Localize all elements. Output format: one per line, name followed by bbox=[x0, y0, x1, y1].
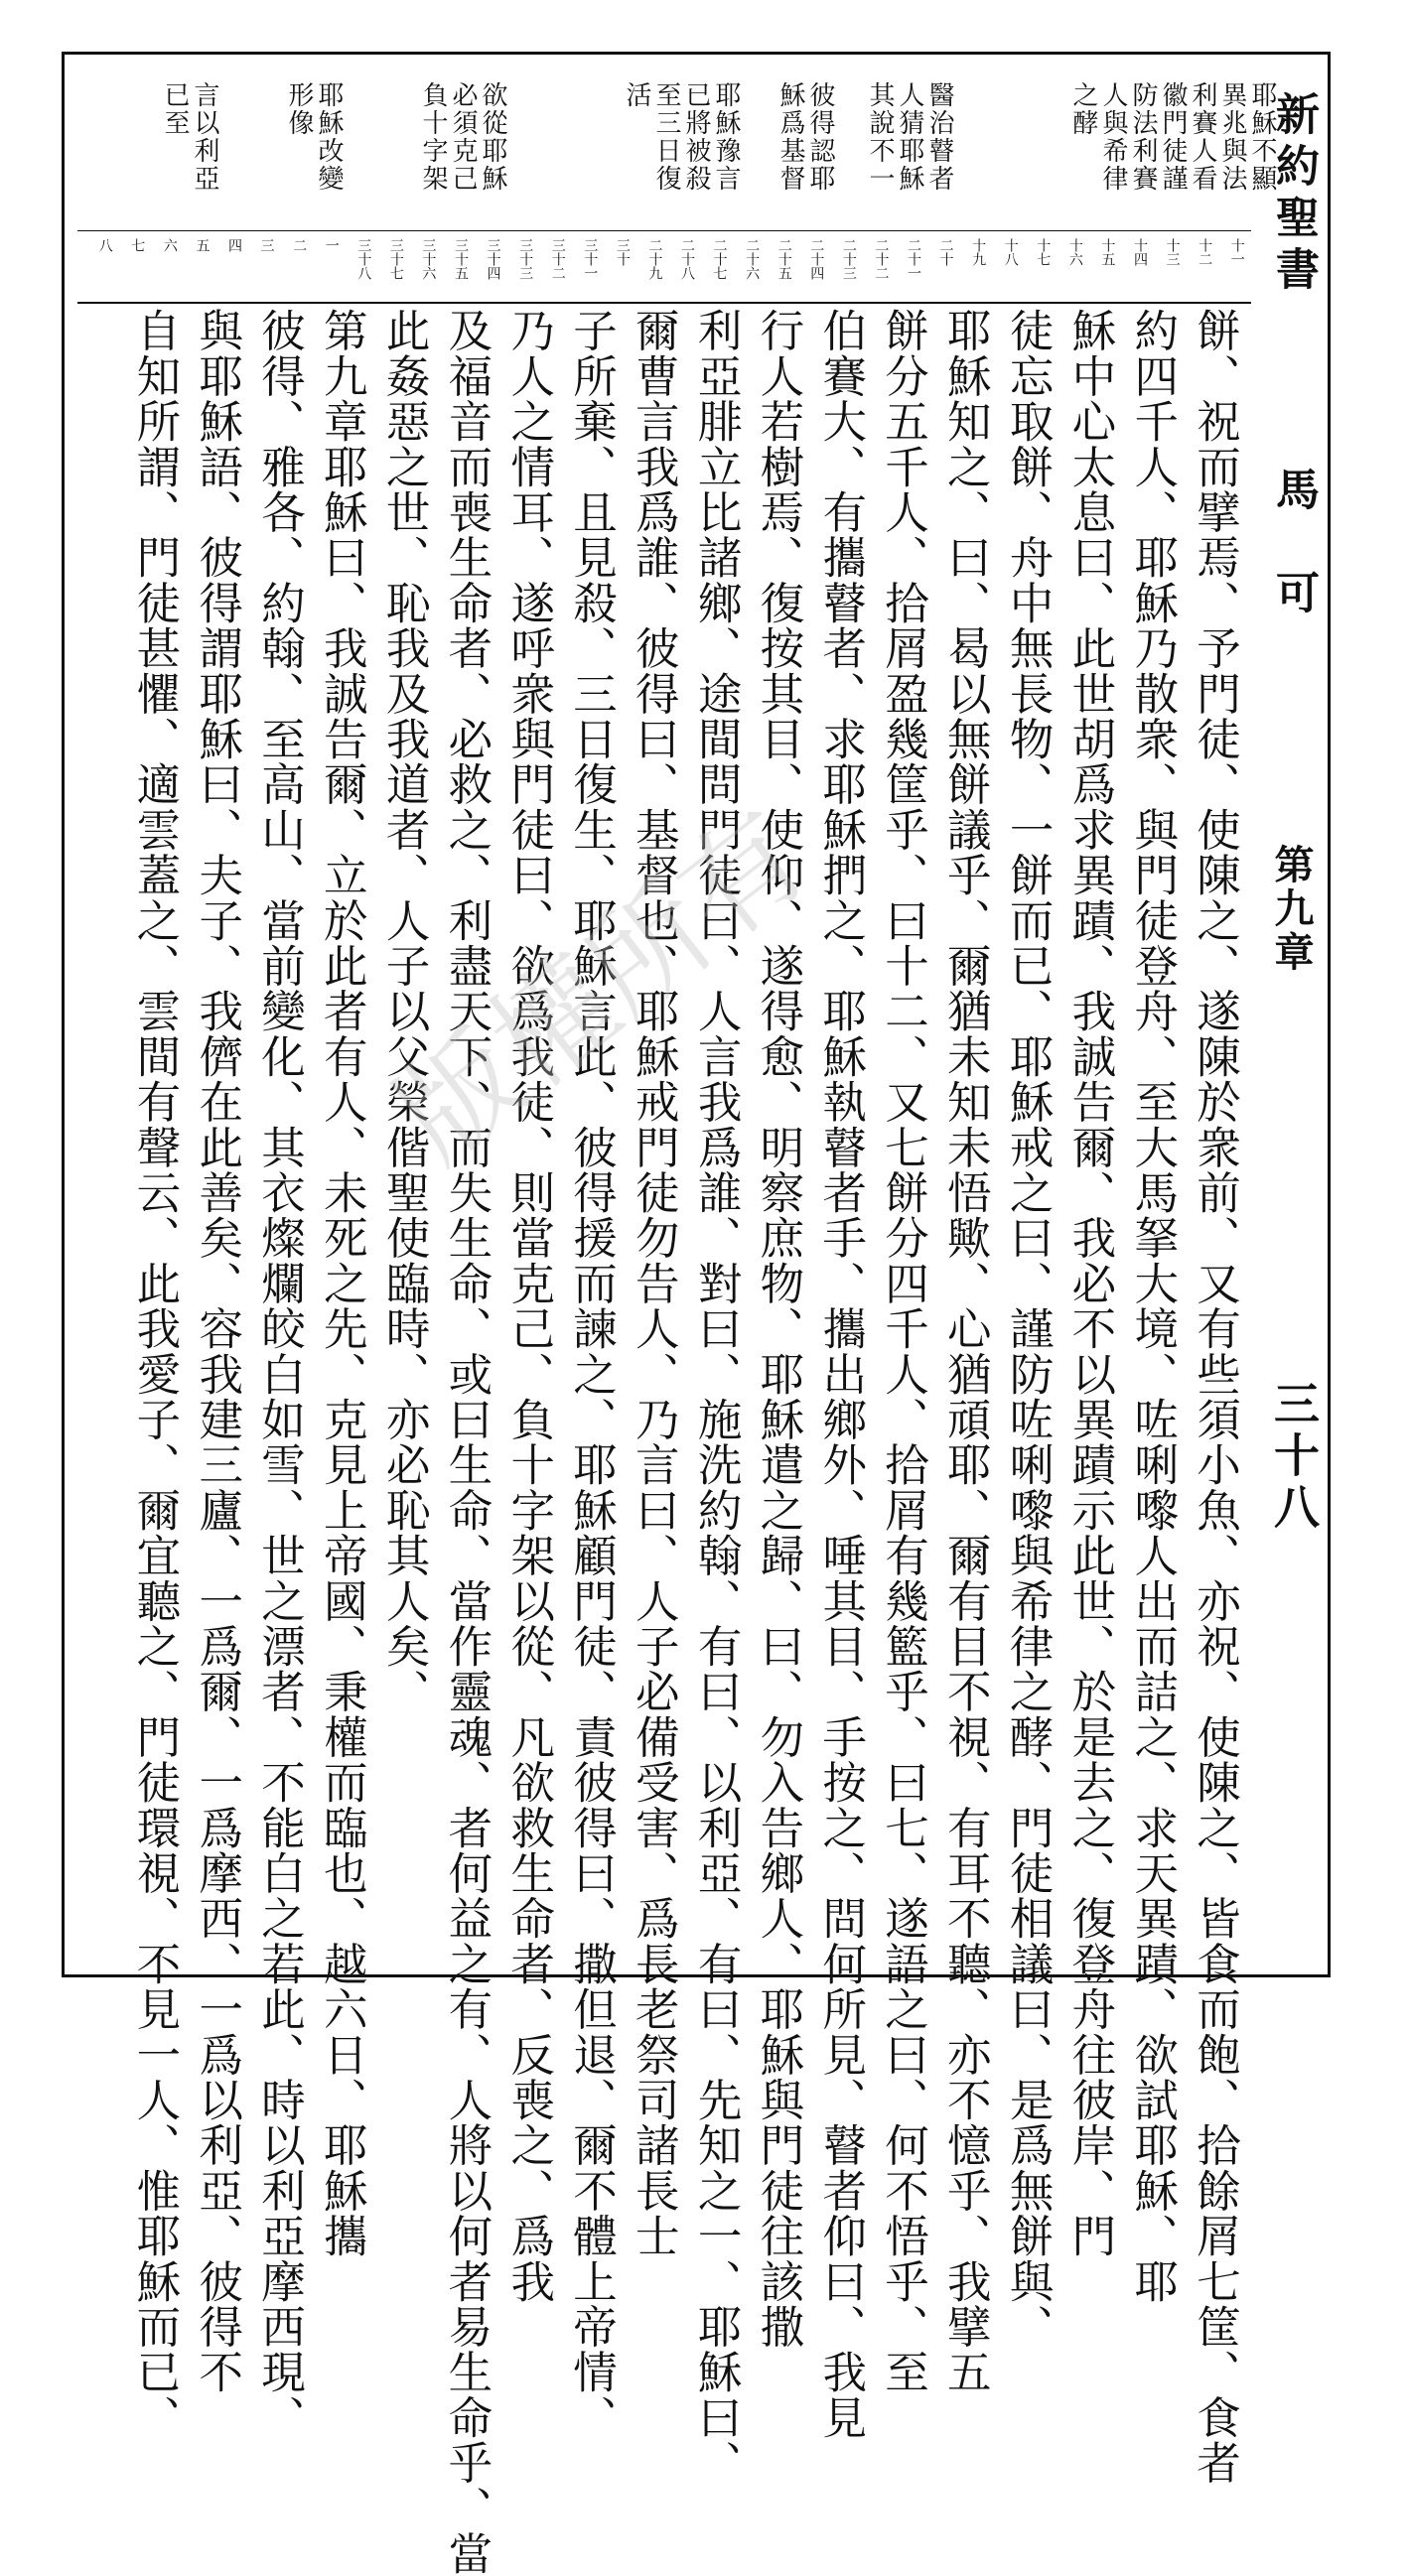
index-group bbox=[1070, 81, 1275, 193]
verse-ref: 二十 bbox=[937, 238, 954, 266]
index-line: 利賽人看 bbox=[1188, 81, 1217, 193]
index-line: 欲從耶穌 bbox=[478, 81, 507, 193]
index-line: 其說不一 bbox=[865, 81, 895, 193]
index-group bbox=[867, 81, 952, 193]
text-column: 餅、祝而擘焉、予門徒、使陳之、遂陳於衆前、又有些須小魚、亦祝、使陳之、皆食而飽、拾餘屑七筐、食者 bbox=[1189, 308, 1240, 2486]
verse-ref: 十一 bbox=[1228, 238, 1245, 266]
index-group bbox=[420, 81, 505, 193]
index-line: 必須克己 bbox=[448, 81, 478, 193]
verse-ref: 十三 bbox=[1164, 238, 1181, 266]
text-column: 與耶穌語、彼得謂耶穌曰、夫子、我儕在此善矣、容我建三廬、一爲爾、一爲摩西、一爲以利亞、彼得不 bbox=[191, 308, 242, 2395]
verse-ref: 十七 bbox=[1035, 238, 1052, 266]
text-column: 約四千人、耶穌乃散衆、與門徒登舟、至大馬拏大境、咗唎嚟人出而詰之、求天異蹟、欲試耶穌、耶 bbox=[1126, 308, 1178, 2304]
index-line: 耶穌豫言 bbox=[711, 81, 741, 193]
verse-ref: 三十七 bbox=[387, 238, 404, 280]
verse-ref: 三十四 bbox=[485, 238, 501, 280]
index-line: 人與希律 bbox=[1098, 81, 1128, 193]
index-line: 耶穌改變 bbox=[314, 81, 344, 193]
verse-ref: 三 bbox=[258, 238, 275, 252]
text-column: 彼得、雅各、約翰、至高山、當前變化、其衣燦爛皎白如雪、世之漂者、不能白之若此、時以利亞摩西現、 bbox=[253, 308, 305, 2440]
index-line: 人猜耶穌 bbox=[895, 81, 924, 193]
text-column: 子所棄、且見殺、三日復生、耶穌言此、彼得援而諫之、耶穌顧門徒、責彼得曰、撒但退、爾不體上帝情、 bbox=[565, 308, 617, 2440]
verse-ref: 二 bbox=[291, 238, 308, 252]
text-column: 徒忘取餅、舟中無長物、一餅而已、耶穌戒之曰、謹防咗唎嚟與希律之酵、門徒相議曰、是爲無餅與、 bbox=[1002, 308, 1054, 2350]
verse-ref: 二十九 bbox=[646, 238, 663, 280]
index-line: 異兆與法 bbox=[1217, 81, 1247, 193]
verse-ref: 十九 bbox=[970, 238, 987, 266]
index-line: 活 bbox=[622, 81, 651, 109]
book-title: 新約聖書 bbox=[1268, 91, 1319, 298]
text-column: 利亞腓立比諸鄉、途間問門徒曰、人言我爲誰、對曰、施洗約翰、有曰、以利亞、有曰、先知之一、耶穌曰、 bbox=[690, 308, 742, 2486]
book-name: 馬可 bbox=[1268, 467, 1319, 673]
index-line: 至三日復 bbox=[651, 81, 681, 193]
verse-ref: 二十五 bbox=[776, 238, 792, 280]
text-column: 餅分五千人、拾屑盈幾筐乎、曰十二、又七餅分四千人、拾屑有幾籃乎、曰七、遂語之曰、何不悟乎、至 bbox=[877, 308, 928, 2395]
verse-ref: 七 bbox=[129, 238, 146, 252]
text-column: 此姦惡之世、恥我及我道者、人子以父榮偕聖使臨時、亦必恥其人矣、 bbox=[378, 308, 430, 1714]
text-column: 行人若樹焉、復按其目、使仰、遂得愈、明察庶物、耶穌遣之歸、曰、勿入告鄉人、耶穌與門徒往該撒 bbox=[752, 308, 803, 2350]
verse-ref: 十四 bbox=[1131, 238, 1148, 266]
verse-ref: 二十一 bbox=[905, 238, 921, 280]
verse-ref: 三十八 bbox=[355, 238, 372, 280]
page-number: 三十八 bbox=[1267, 1380, 1321, 1535]
verse-ref: 一 bbox=[323, 238, 340, 252]
index-line: 耶穌不顯 bbox=[1247, 81, 1277, 193]
topic-index bbox=[77, 71, 1277, 231]
text-column: 爾曹言我爲誰、彼得曰、基督也、耶穌戒門徒勿告人、乃言曰、人子必備受害、爲長老祭司諸長士 bbox=[628, 308, 679, 2259]
index-line: 防法利賽 bbox=[1128, 81, 1158, 193]
text-column: 乃人之情耳、遂呼衆與門徒曰、欲爲我徒、則當克己、負十字架以從、凡欲救生命者、反喪之、爲我 bbox=[502, 308, 554, 2304]
text-column: 自知所謂、門徒甚懼、適雲蓋之、雲間有聲云、此我愛子、爾宜聽之、門徒環視、不見一人、惟耶穌而已、 bbox=[128, 308, 180, 2440]
verse-ref: 三十一 bbox=[582, 238, 599, 280]
verse-ref: 十六 bbox=[1066, 238, 1083, 266]
verse-reference-row bbox=[77, 230, 1251, 304]
index-line: 形像 bbox=[284, 81, 314, 137]
index-line: 已將被殺 bbox=[681, 81, 711, 193]
watermark: 版權所有 bbox=[371, 785, 833, 1188]
index-group bbox=[162, 81, 217, 193]
verse-ref: 二十六 bbox=[744, 238, 761, 280]
verse-ref: 四 bbox=[225, 238, 242, 252]
text-column: 及福音而喪生命者、必救之、利盡天下、而失生命、或曰生命、當作靈魂、者何益之有、人將以何者易生命乎、當 bbox=[440, 308, 492, 2576]
page-header bbox=[1263, 69, 1331, 1956]
verse-ref: 十五 bbox=[1099, 238, 1116, 266]
text-column: 伯賽大、有攜瞽者、求耶穌捫之、耶穌執瞽者手、攜出鄉外、唾其目、手按之、問何所見、瞽者仰曰、我見 bbox=[814, 308, 866, 2440]
verse-ref: 二十四 bbox=[808, 238, 825, 280]
verse-ref: 六 bbox=[161, 238, 178, 252]
verse-ref: 三十六 bbox=[420, 238, 437, 280]
index-line: 醫治瞽者 bbox=[924, 81, 954, 193]
index-line: 言以利亞 bbox=[190, 81, 219, 193]
verse-ref: 十八 bbox=[1002, 238, 1019, 266]
index-line: 彼得認耶 bbox=[805, 81, 835, 193]
verse-ref: 三十二 bbox=[549, 238, 566, 280]
index-line: 穌爲基督 bbox=[776, 81, 805, 193]
verse-ref: 三十 bbox=[614, 238, 631, 266]
index-group bbox=[624, 81, 739, 193]
verse-ref: 二十三 bbox=[840, 238, 857, 280]
verse-ref: 二十二 bbox=[873, 238, 890, 280]
verse-ref: 三十三 bbox=[517, 238, 534, 280]
index-line: 負十字架 bbox=[418, 81, 448, 193]
main-text bbox=[89, 308, 1257, 2576]
index-group bbox=[286, 81, 342, 193]
text-column: 耶穌知之、曰、曷以無餅議乎、爾猶未知未悟歟、心猶頑耶、爾有目不視、有耳不聽、亦不憶乎、我擘五 bbox=[939, 308, 991, 2395]
index-group bbox=[777, 81, 833, 193]
verse-ref: 十二 bbox=[1197, 238, 1213, 266]
text-column: 穌中心太息曰、此世胡爲求異蹟、我誠告爾、我必不以異蹟示此世、於是去之、復登舟往彼岸、門 bbox=[1063, 308, 1115, 2259]
verse-ref: 二十八 bbox=[678, 238, 695, 280]
index-line: 之酵 bbox=[1068, 81, 1098, 137]
verse-ref: 八 bbox=[96, 238, 113, 252]
index-line: 已至 bbox=[160, 81, 190, 137]
verse-ref: 二十七 bbox=[711, 238, 728, 280]
verse-ref: 三十五 bbox=[452, 238, 469, 280]
text-column: 第九章耶穌曰、我誠告爾、立於此者有人、未死之先、克見上帝國、秉權而臨也、越六日、耶穌攜 bbox=[316, 308, 367, 2259]
chapter-label: 第九章 bbox=[1268, 844, 1315, 975]
index-line: 徽門徒謹 bbox=[1158, 81, 1188, 193]
verse-ref: 五 bbox=[194, 238, 211, 252]
